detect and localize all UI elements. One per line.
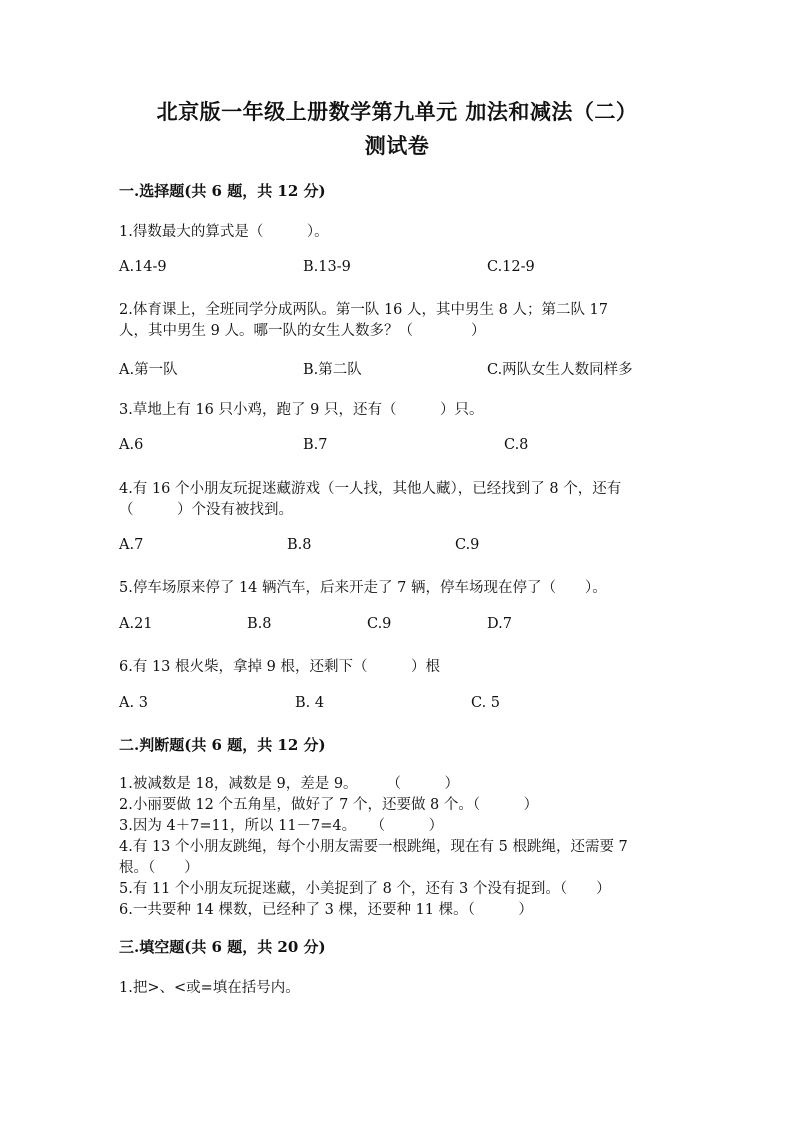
option-5a: A.21 — [119, 616, 153, 632]
judgment-item: 2.小丽要做 12 个五角星，做好了 7 个，还要做 8 个。（ ） — [119, 797, 539, 813]
option-2b: B.第二队 — [303, 362, 362, 378]
question-3: 3.草地上有 16 只小鸡，跑了 9 只，还有（ ）只。 — [119, 402, 484, 418]
question-5: 5.停车场原来停了 14 辆汽车，后来开走了 7 辆，停车场现在停了（ ）。 — [119, 580, 607, 596]
question-2-line2: 人，其中男生 9 人。哪一队的女生人数多？（ ） — [119, 323, 486, 339]
judgment-item: 4.有 13 个小朋友跳绳，每个小朋友需要一根跳绳，现在有 5 根跳绳，还需要 7 — [119, 839, 628, 855]
question-1: 1.得数最大的算式是（ ）。 — [119, 224, 329, 240]
option-1c: C.12-9 — [487, 259, 535, 275]
section-heading-fill: 三.填空题(共 6 题，共 20 分) — [119, 938, 326, 956]
judgment-item: 5.有 11 个小朋友玩捉迷藏，小美捉到了 8 个，还有 3 个没有捉到。（ ） — [119, 881, 611, 897]
option-6a: A. 3 — [119, 695, 148, 711]
option-3a: A.6 — [119, 437, 144, 453]
option-3c: C.8 — [504, 437, 529, 453]
judgment-item: 3.因为 4＋7=11，所以 11－7=4。 （ ） — [119, 818, 444, 834]
option-2a: A.第一队 — [119, 362, 178, 378]
page-subtitle: 测试卷 — [364, 133, 430, 158]
option-1a: A.14-9 — [119, 259, 167, 275]
option-3b: B.7 — [303, 437, 328, 453]
option-2c: C.两队女生人数同样多 — [487, 362, 633, 378]
section-heading-judgment: 二.判断题(共 6 题，共 12 分) — [119, 736, 326, 754]
page-title: 北京版一年级上册数学第九单元 加法和减法（二） — [156, 99, 638, 124]
option-6b: B. 4 — [295, 695, 325, 711]
question-4-line2: （ ）个没有被找到。 — [119, 502, 293, 518]
option-4b: B.8 — [287, 537, 312, 553]
judgment-item: 6.一共要种 14 棵数，已经种了 3 棵，还要种 11 棵。（ ） — [119, 902, 533, 918]
option-5b: B.8 — [247, 616, 272, 632]
option-6c: C. 5 — [471, 695, 501, 711]
option-1b: B.13-9 — [303, 259, 351, 275]
judgment-item: 根。（ ） — [119, 860, 199, 876]
option-4a: A.7 — [119, 537, 144, 553]
question-4-line1: 4.有 16 个小朋友玩捉迷藏游戏（一人找，其他人藏），已经找到了 8 个，还有 — [119, 481, 622, 497]
option-5d: D.7 — [487, 616, 512, 632]
section-heading-choice: 一.选择题(共 6 题，共 12 分) — [119, 182, 326, 200]
fill-question-1: 1.把>、<或=填在括号内。 — [119, 980, 300, 996]
question-6: 6.有 13 根火柴，拿掉 9 根，还剩下（ ）根 — [119, 659, 440, 675]
judgment-item: 1.被减数是 18，减数是 9，差是 9。 （ ） — [119, 776, 460, 792]
question-2-line1: 2.体育课上，全班同学分成两队。第一队 16 人，其中男生 8 人；第二队 17 — [119, 302, 609, 318]
option-4c: C.9 — [455, 537, 480, 553]
option-5c: C.9 — [367, 616, 392, 632]
